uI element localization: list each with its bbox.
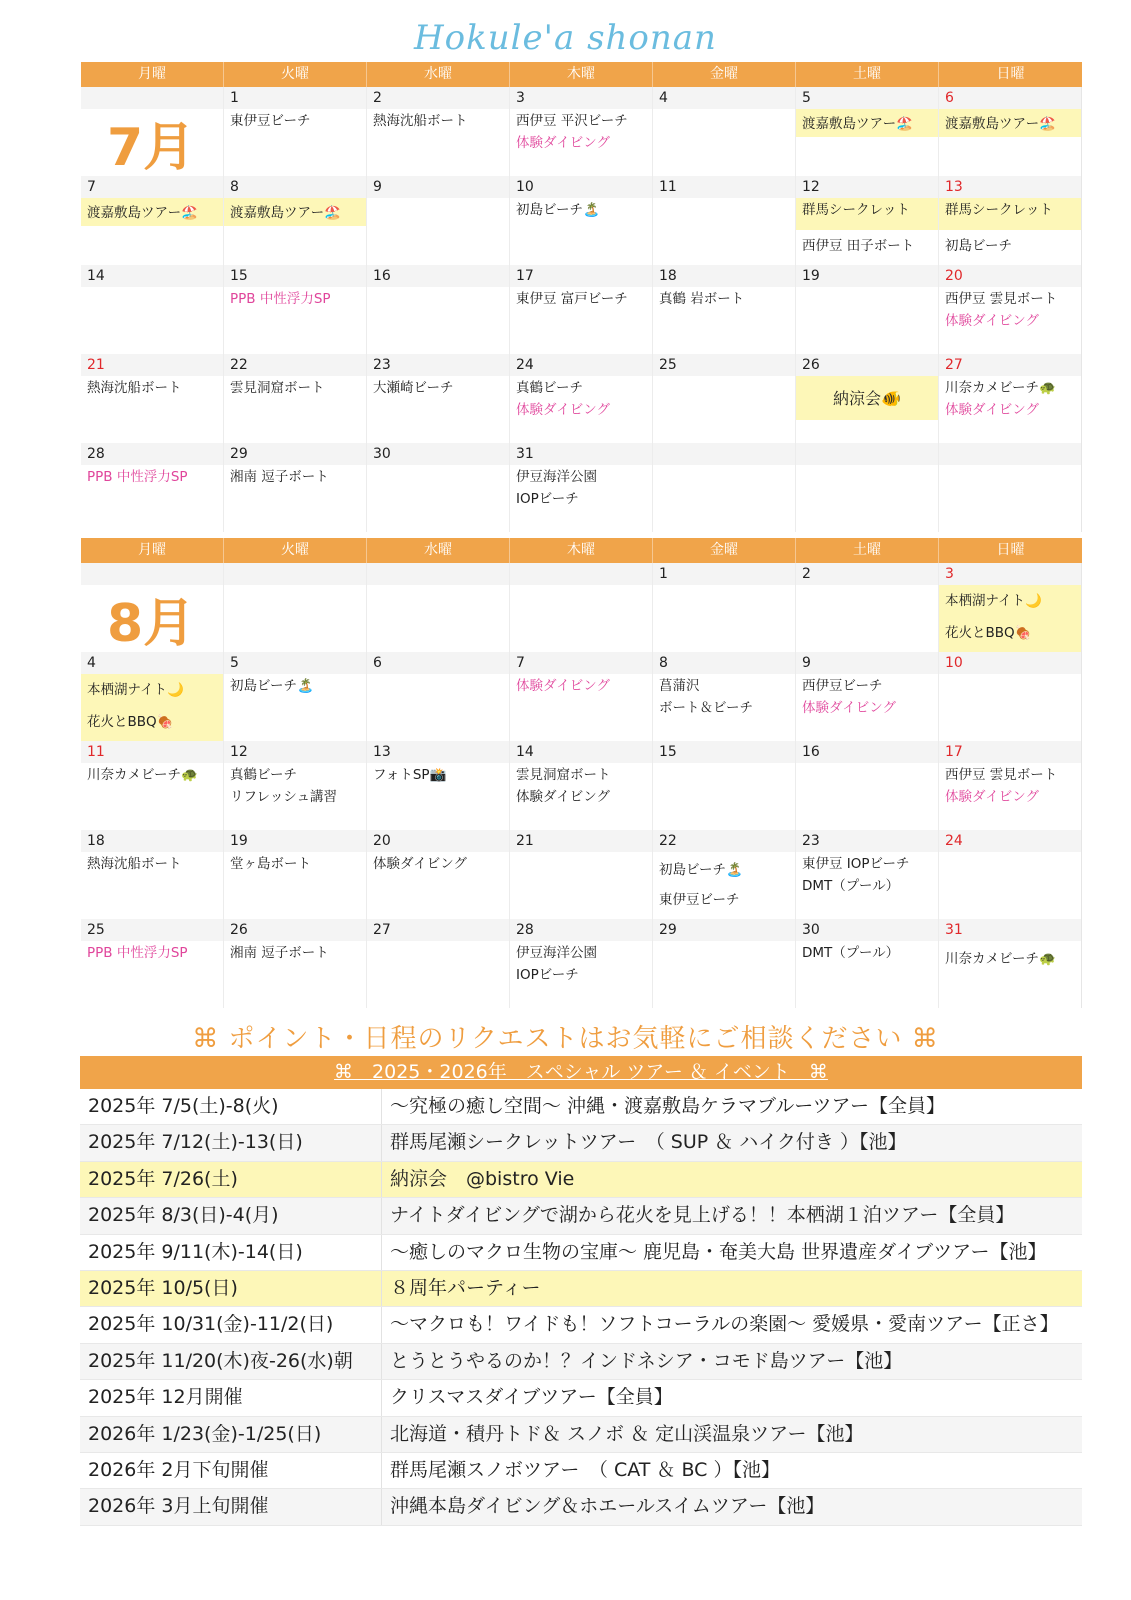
event-row	[80, 1453, 1082, 1489]
day-number: 27	[945, 357, 963, 373]
event-label: 初島ビーチ	[945, 238, 1012, 254]
event-row	[80, 1380, 1082, 1416]
event-label: DMT（プール）	[802, 878, 900, 894]
day-cell	[796, 354, 939, 443]
day-number: 24	[516, 357, 534, 373]
day-cell	[796, 443, 939, 532]
july-calendar	[81, 62, 1082, 532]
day-number: 29	[230, 446, 248, 462]
day-number: 12	[230, 744, 248, 760]
event-label: 西伊豆 平沢ビーチ	[516, 113, 628, 129]
event-label: 体験ダイビング	[373, 856, 467, 872]
day-cell	[510, 830, 653, 919]
day-cell	[939, 265, 1082, 354]
event-label: 雲見洞窟ボート	[230, 380, 325, 396]
day-number: 19	[230, 833, 248, 849]
event-label: 堂ヶ島ボート	[230, 856, 311, 872]
day-cell	[510, 563, 653, 652]
day-cell	[367, 830, 510, 919]
event-label: 花火とBBQ🍖	[945, 625, 1032, 641]
day-number: 10	[945, 655, 963, 671]
event-label: 本栖湖ナイト🌙	[945, 593, 1042, 609]
event-row	[80, 1307, 1082, 1343]
weekday-header	[81, 538, 1082, 563]
day-number: 6	[373, 655, 382, 671]
event-label: 渡嘉敷島ツアー🏖️	[87, 205, 198, 221]
day-number-bar	[653, 652, 795, 674]
day-cell	[653, 563, 796, 652]
event-label: 渡嘉敷島ツアー🏖️	[945, 116, 1056, 132]
event-label: 西伊豆ビーチ	[802, 678, 883, 694]
day-number: 30	[373, 446, 391, 462]
day-number-bar	[367, 563, 509, 585]
day-cell	[81, 563, 224, 652]
day-number: 27	[373, 922, 391, 938]
weekday-label: 土曜	[796, 62, 939, 87]
day-cell	[81, 919, 224, 1008]
day-cell	[510, 443, 653, 532]
day-cell	[224, 354, 367, 443]
event-label: 川奈カメビーチ🐢	[945, 951, 1056, 967]
event-label: 西伊豆 田子ボート	[802, 238, 915, 254]
day-number-bar	[224, 563, 366, 585]
day-number: 4	[87, 655, 96, 671]
weekday-label: 木曜	[510, 62, 653, 87]
event-label: 体験ダイビング	[945, 313, 1039, 329]
event-label: リフレッシュ講習	[230, 789, 338, 805]
day-number: 16	[802, 744, 820, 760]
day-cell	[367, 741, 510, 830]
day-number: 2	[373, 90, 382, 106]
event-row	[80, 1344, 1082, 1380]
weekday-label: 金曜	[653, 62, 796, 87]
day-number-bar	[939, 87, 1081, 109]
day-cell	[224, 87, 367, 176]
day-number: 26	[230, 922, 248, 938]
day-cell	[510, 652, 653, 741]
day-number: 21	[87, 357, 105, 373]
day-number: 11	[87, 744, 105, 760]
event-label: 川奈カメビーチ🐢	[945, 380, 1056, 396]
day-number: 31	[516, 446, 534, 462]
weekday-label: 月曜	[81, 538, 224, 563]
day-number-bar	[796, 443, 938, 465]
day-cell	[224, 652, 367, 741]
day-cell	[81, 652, 224, 741]
day-cell	[81, 741, 224, 830]
event-label: 湘南 逗子ボート	[230, 469, 329, 485]
day-number: 12	[802, 179, 820, 195]
event-label: 西伊豆 雲見ボート	[945, 767, 1058, 783]
day-number: 25	[87, 922, 105, 938]
day-number: 9	[802, 655, 811, 671]
day-number: 25	[659, 357, 677, 373]
day-number: 15	[659, 744, 677, 760]
day-number: 18	[87, 833, 105, 849]
event-date: 2026年 3月上旬開催	[80, 1489, 382, 1524]
day-number: 11	[659, 179, 677, 195]
event-description: 〜究極の癒し空間〜 沖縄・渡嘉敷島ケラマブルーツアー【全員】	[390, 1095, 945, 1117]
event-label: 初島ビーチ🏝️	[230, 678, 314, 694]
month-label: 8月	[107, 594, 196, 652]
day-number: 14	[87, 268, 105, 284]
day-number: 20	[945, 268, 963, 284]
day-cell	[367, 354, 510, 443]
event-label: 真鶴ビーチ	[230, 767, 297, 783]
calendar-week	[81, 443, 1082, 532]
day-number: 18	[659, 268, 677, 284]
day-cell	[81, 87, 224, 176]
day-cell	[939, 563, 1082, 652]
event-date: 2026年 1/23(金)-1/25(日)	[80, 1417, 382, 1452]
event-label: 体験ダイビング	[516, 135, 610, 151]
event-label: 東伊豆 富戸ビーチ	[516, 291, 628, 307]
event-description: 群馬尾瀬スノボツアー （ CAT ＆ BC ）【池】	[390, 1458, 780, 1481]
day-cell	[653, 741, 796, 830]
weekday-label: 日曜	[996, 542, 1025, 558]
day-number: 16	[373, 268, 391, 284]
day-number-bar	[796, 652, 938, 674]
event-date: 2025年 8/3(日)-4(月)	[80, 1198, 382, 1233]
day-cell	[367, 563, 510, 652]
event-description: 〜癒しのマクロ生物の宝庫〜 鹿児島・奄美大島 世界遺産ダイブツアー【池】	[390, 1240, 1047, 1263]
day-cell	[224, 919, 367, 1008]
day-cell	[653, 919, 796, 1008]
event-date: 2025年 11/20(木)夜-26(水)朝	[80, 1344, 382, 1379]
event-label: 群馬シークレット	[945, 202, 1053, 218]
event-description: 沖縄本島ダイビング＆ホエールスイムツアー【池】	[390, 1495, 825, 1518]
day-number: 23	[802, 833, 820, 849]
day-number: 15	[230, 268, 248, 284]
event-label: 東伊豆ビーチ	[230, 113, 311, 129]
weekday-label: 水曜	[367, 538, 510, 563]
day-number: 22	[659, 833, 677, 849]
event-label: 渡嘉敷島ツアー🏖️	[230, 205, 341, 221]
event-date: 2025年 12月開催	[80, 1380, 382, 1415]
event-date: 2025年 7/5(土)-8(火)	[80, 1089, 382, 1124]
day-number: 26	[802, 357, 820, 373]
day-number: 24	[945, 833, 963, 849]
event-label: 西伊豆 雲見ボート	[945, 291, 1058, 307]
day-number-bar	[939, 563, 1081, 585]
day-number: 7	[87, 179, 96, 195]
event-label: 体験ダイビング	[516, 789, 610, 805]
event-label: 体験ダイビング	[945, 789, 1039, 805]
day-cell	[81, 265, 224, 354]
event-label: DMT（プール）	[802, 945, 900, 961]
day-number: 10	[516, 179, 534, 195]
event-label: 伊豆海洋公園	[516, 469, 597, 485]
event-row	[80, 1271, 1082, 1307]
event-label: 雲見洞窟ボート	[516, 767, 611, 783]
day-cell	[653, 443, 796, 532]
day-cell	[796, 741, 939, 830]
day-cell	[224, 830, 367, 919]
event-label: IOPビーチ	[516, 491, 579, 507]
event-label: 群馬シークレット	[802, 202, 910, 218]
event-description: とうとうやるのか！？インドネシア・コモド島ツアー【池】	[390, 1349, 903, 1372]
event-label: 花火とBBQ🍖	[87, 714, 174, 730]
day-cell	[510, 265, 653, 354]
day-number: 28	[516, 922, 534, 938]
calendar-week	[81, 265, 1082, 354]
day-number-bar	[81, 176, 223, 198]
day-cell	[939, 652, 1082, 741]
day-number: 20	[373, 833, 391, 849]
day-number-bar	[224, 87, 366, 109]
day-number: 19	[802, 268, 820, 284]
day-cell	[224, 741, 367, 830]
event-label: 渡嘉敷島ツアー🏖️	[802, 116, 913, 132]
event-label: 体験ダイビング	[516, 402, 610, 418]
day-number: 30	[802, 922, 820, 938]
event-row	[80, 1489, 1082, 1525]
day-number-bar	[367, 176, 509, 198]
day-number-bar	[510, 563, 652, 585]
day-cell	[653, 176, 796, 265]
day-number: 23	[373, 357, 391, 373]
event-label: IOPビーチ	[516, 967, 579, 983]
weekday-label: 日曜	[996, 66, 1025, 82]
event-label: 真鶴ビーチ	[516, 380, 583, 396]
event-label: PPB 中性浮力SP	[87, 469, 188, 485]
day-cell	[510, 354, 653, 443]
day-cell	[653, 265, 796, 354]
event-label: 東伊豆ビーチ	[659, 892, 740, 908]
day-cell	[367, 176, 510, 265]
calendar-week	[81, 87, 1082, 176]
day-cell	[224, 563, 367, 652]
request-note: ⌘ ポイント・日程のリクエストはお気軽にご相談ください ⌘	[192, 1024, 939, 1054]
weekday-label: 火曜	[224, 62, 367, 87]
weekday-label: 金曜	[653, 538, 796, 563]
day-cell	[224, 176, 367, 265]
calendar-week	[81, 652, 1082, 741]
calendar-week	[81, 830, 1082, 919]
weekday-label: 月曜	[81, 62, 224, 87]
event-date: 2025年 9/11(木)-14(日)	[80, 1235, 382, 1270]
day-cell	[796, 176, 939, 265]
event-label: 真鶴 岩ボート	[659, 291, 745, 307]
day-number: 2	[802, 566, 811, 582]
event-label: 納涼会🐠	[833, 389, 901, 408]
day-cell	[796, 830, 939, 919]
day-cell	[367, 87, 510, 176]
day-number-bar	[81, 652, 223, 674]
event-label: 熱海沈船ボート	[87, 380, 182, 396]
event-date: 2025年 10/31(金)-11/2(日)	[80, 1307, 382, 1342]
august-calendar	[81, 538, 1082, 1008]
event-label: PPB 中性浮力SP	[230, 291, 331, 307]
day-number-bar	[796, 563, 938, 585]
events-table-header: ⌘ 2025・2026年 スペシャル ツアー ＆ イベント ⌘	[80, 1056, 1082, 1089]
day-number: 7	[516, 655, 525, 671]
day-cell	[939, 87, 1082, 176]
day-cell	[224, 443, 367, 532]
day-number: 6	[945, 90, 954, 106]
event-date: 2026年 2月下旬開催	[80, 1453, 382, 1488]
day-number: 1	[230, 90, 239, 106]
event-row	[80, 1125, 1082, 1161]
event-label: 初島ビーチ🏝️	[516, 202, 600, 218]
event-label: ボート＆ビーチ	[659, 700, 753, 716]
day-number-bar	[224, 652, 366, 674]
day-number-bar	[367, 87, 509, 109]
calendar-week	[81, 176, 1082, 265]
day-number: 9	[373, 179, 382, 195]
event-description: 納涼会 @bistro Vie	[390, 1167, 575, 1190]
calendar-week	[81, 741, 1082, 830]
day-number: 22	[230, 357, 248, 373]
weekday-label: 火曜	[224, 538, 367, 563]
event-row	[80, 1198, 1082, 1234]
event-description: クリスマスダイブツアー【全員】	[390, 1386, 673, 1409]
event-date: 2025年 7/12(土)-13(日)	[80, 1125, 382, 1160]
day-cell	[81, 443, 224, 532]
day-cell	[367, 652, 510, 741]
event-description: 群馬尾瀬シークレットツアー （ SUP ＆ ハイク付き ）【池】	[390, 1131, 907, 1154]
day-number: 13	[945, 179, 963, 195]
day-cell	[796, 87, 939, 176]
day-number-bar	[367, 652, 509, 674]
event-label: 本栖湖ナイト🌙	[87, 682, 184, 698]
event-label: 体験ダイビング	[802, 700, 896, 716]
day-number: 14	[516, 744, 534, 760]
day-number: 5	[802, 90, 811, 106]
day-cell	[796, 563, 939, 652]
day-cell	[81, 830, 224, 919]
day-number: 28	[87, 446, 105, 462]
event-label: 熱海沈船ボート	[87, 856, 182, 872]
day-cell	[939, 830, 1082, 919]
day-number: 17	[516, 268, 534, 284]
day-number: 4	[659, 90, 668, 106]
day-number-bar	[796, 87, 938, 109]
day-cell	[653, 830, 796, 919]
day-number-bar	[510, 87, 652, 109]
event-row	[80, 1089, 1082, 1125]
calendar-week	[81, 563, 1082, 652]
event-label: 大瀬崎ビーチ	[373, 380, 454, 396]
day-cell	[939, 919, 1082, 1008]
event-description: ナイトダイビングで湖から花火を見上げる！！本栖湖１泊ツアー【全員】	[390, 1204, 1015, 1227]
event-date: 2025年 10/5(日)	[80, 1271, 382, 1306]
day-number: 5	[230, 655, 239, 671]
day-number: 21	[516, 833, 534, 849]
day-number-bar	[939, 443, 1081, 465]
day-number: 1	[659, 566, 668, 582]
calendar-week	[81, 354, 1082, 443]
day-cell	[81, 354, 224, 443]
weekday-label: 水曜	[367, 62, 510, 87]
event-row	[80, 1235, 1082, 1271]
event-row	[80, 1417, 1082, 1453]
event-label: 川奈カメビーチ🐢	[87, 767, 198, 783]
event-label: 湘南 逗子ボート	[230, 945, 329, 961]
day-cell	[653, 354, 796, 443]
event-row	[80, 1162, 1082, 1198]
day-cell	[367, 265, 510, 354]
day-number: 3	[945, 566, 954, 582]
day-cell	[510, 741, 653, 830]
event-label: フォトSP📸	[373, 767, 447, 783]
event-description: 北海道・積丹トド＆ スノボ ＆ 定山渓温泉ツアー【池】	[390, 1422, 864, 1445]
day-cell	[653, 87, 796, 176]
event-label: 初島ビーチ🏝️	[659, 862, 743, 878]
day-number: 31	[945, 922, 963, 938]
day-cell	[939, 176, 1082, 265]
event-label: 熱海沈船ボート	[373, 113, 468, 129]
weekday-header	[81, 62, 1082, 87]
day-cell	[510, 87, 653, 176]
day-cell	[367, 919, 510, 1008]
day-number: 13	[373, 744, 391, 760]
day-number: 29	[659, 922, 677, 938]
day-number: 3	[516, 90, 525, 106]
day-number: 17	[945, 744, 963, 760]
day-number: 8	[659, 655, 668, 671]
day-number-bar	[653, 87, 795, 109]
special-events-table	[80, 1056, 1082, 1526]
day-cell	[510, 919, 653, 1008]
day-number: 8	[230, 179, 239, 195]
event-label: 菖蒲沢	[659, 678, 700, 694]
event-description: 〜マクロも！ワイドも！ソフトコーラルの楽園〜 愛媛県・愛南ツアー【正さ】	[390, 1313, 1059, 1336]
event-label: 東伊豆 IOPビーチ	[802, 856, 910, 872]
day-cell	[653, 652, 796, 741]
day-cell	[510, 176, 653, 265]
event-label: 伊豆海洋公園	[516, 945, 597, 961]
month-label: 7月	[107, 118, 196, 176]
day-cell	[81, 176, 224, 265]
day-cell	[367, 443, 510, 532]
day-number-bar	[224, 176, 366, 198]
day-cell	[939, 354, 1082, 443]
day-cell	[224, 265, 367, 354]
weekday-label: 木曜	[510, 538, 653, 563]
day-number-bar	[653, 443, 795, 465]
day-cell	[796, 265, 939, 354]
day-cell	[939, 443, 1082, 532]
day-cell	[796, 652, 939, 741]
event-label: 体験ダイビング	[945, 402, 1039, 418]
page-title: Hokule'a shonan	[414, 18, 717, 58]
event-date: 2025年 7/26(土)	[80, 1162, 382, 1197]
day-number-bar	[510, 652, 652, 674]
calendar-week	[81, 919, 1082, 1008]
day-cell	[939, 741, 1082, 830]
weekday-label: 土曜	[796, 538, 939, 563]
event-label: 体験ダイビング	[516, 678, 610, 694]
event-description: ８周年パーティー	[390, 1276, 541, 1299]
day-cell	[796, 919, 939, 1008]
event-label: PPB 中性浮力SP	[87, 945, 188, 961]
day-number-bar	[653, 563, 795, 585]
